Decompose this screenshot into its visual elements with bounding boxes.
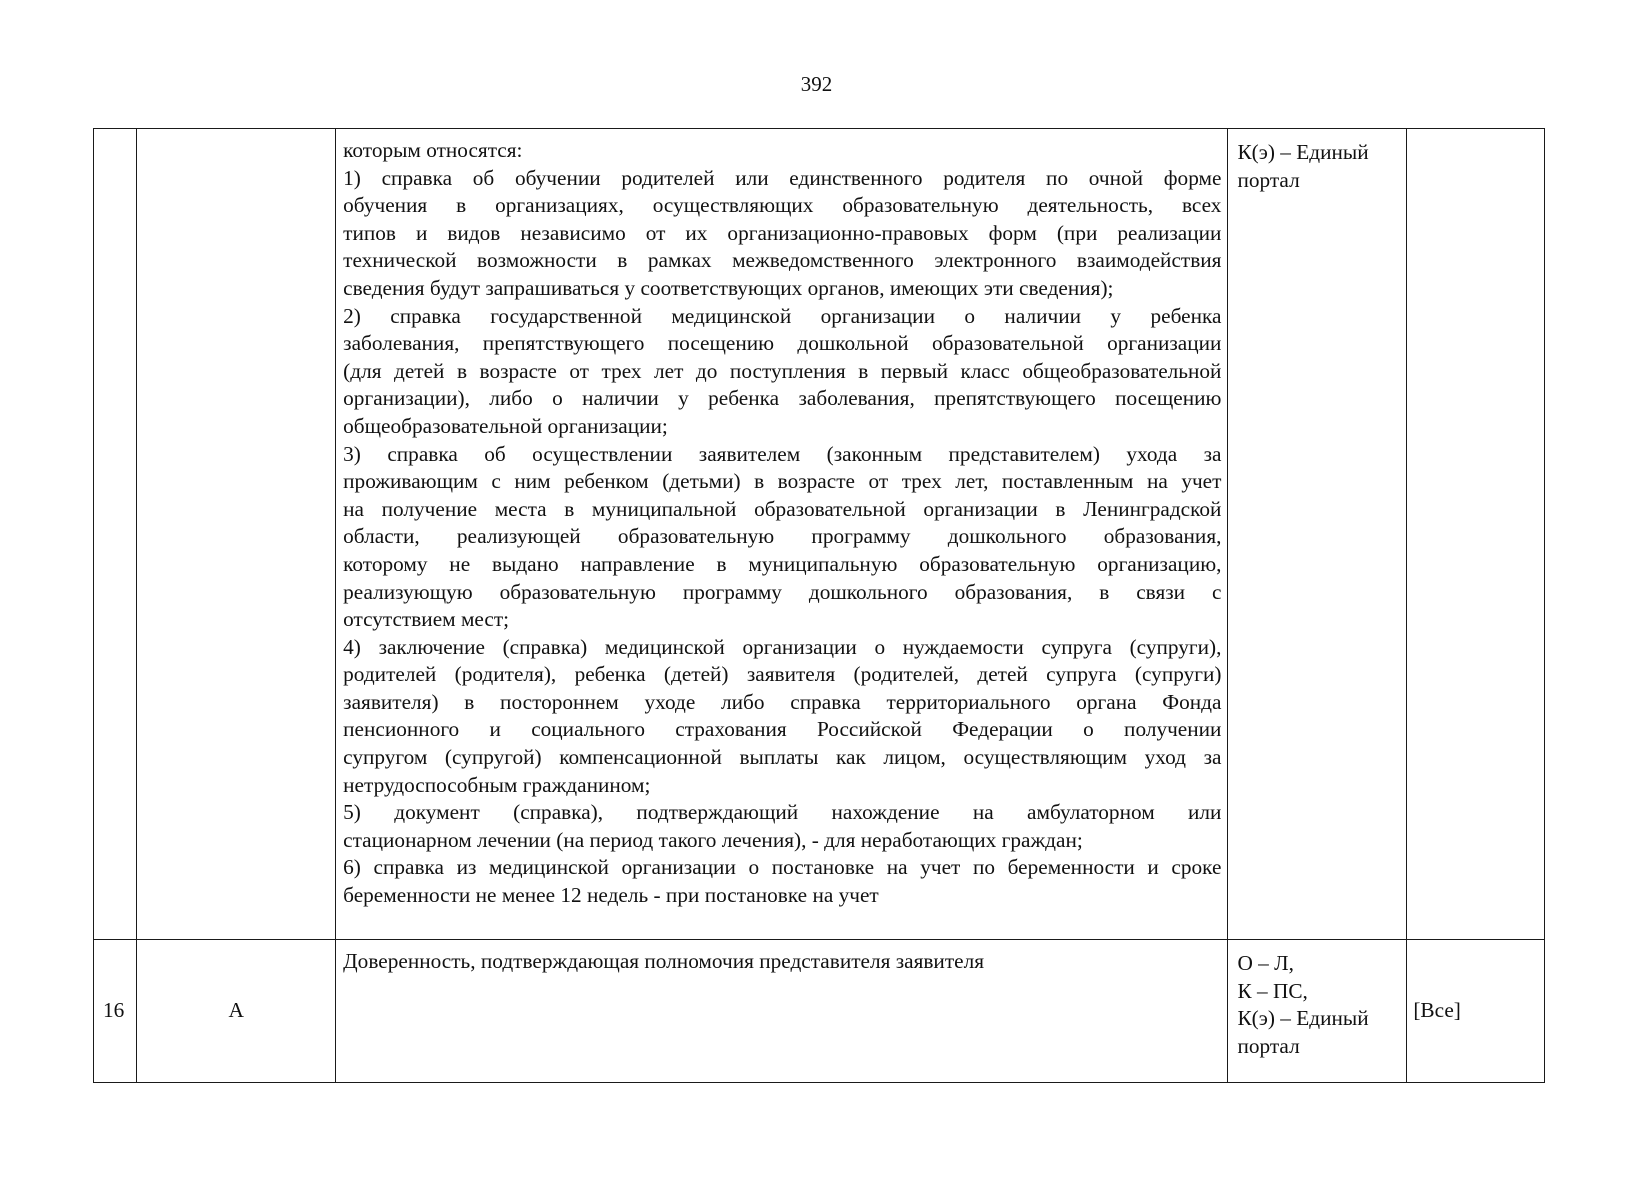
description-line: на получение места в муниципальной образовательной организации в Ленинградской [343, 496, 1222, 521]
submission-mode-line: К – ПС, [1237, 978, 1308, 1003]
submission-mode-line: О – Л, [1237, 951, 1294, 975]
description-line: реализующую образовательную программу дошкольного образования, в связи с [343, 579, 1222, 604]
document-type-cell [137, 129, 336, 940]
description-line: 4) заключение (справка) медицинской организации о нуждаемости супруга (супруги), [343, 634, 1222, 659]
description-line: типов и видов независимо от их организационно-правовых форм (при реализации [343, 220, 1222, 245]
submission-mode-line: К(э) – Единый [1237, 1006, 1369, 1031]
submission-mode-text [1237, 139, 1402, 194]
description-line: заявителя) в постороннем уходе либо справка территориального органа Фонда [343, 689, 1222, 714]
table-row [94, 940, 1545, 1083]
description-line: 3) справка об осуществлении заявителем (законным представителем) ухода за [343, 441, 1222, 466]
description-line: заболевания, препятствующего посещению дошкольной образовательной организации [343, 331, 1222, 356]
submission-mode-line: К(э) – Единый [1237, 140, 1369, 164]
documents-table [93, 128, 1545, 1083]
description-line: области, реализующей образовательную программу дошкольного образования, [343, 524, 1222, 549]
applicant-category-cell: [Все] [1407, 940, 1545, 1083]
description-line: Доверенность, подтверждающая полномочия представителя заявителя [343, 949, 985, 973]
applicant-category-cell [1407, 129, 1545, 940]
submission-mode-cell [1228, 940, 1407, 1083]
table-row [94, 129, 1545, 940]
submission-mode-line: портал [1237, 167, 1300, 192]
description-text [343, 948, 1221, 976]
description-line: 5) документ (справка), подтверждающий нахождение на амбулаторном или [343, 800, 1222, 825]
description-line: проживающим с ним ребенком (детьми) в возрасте от трех лет, поставленным на учет [343, 469, 1222, 494]
description-line: супругом (супругой) компенсационной выплаты как лицом, осуществляющим уход за [343, 745, 1222, 770]
description-line: (для детей в возрасте от трех лет до поступления в первый класс общеобразовательной [343, 358, 1222, 383]
description-line: 2) справка государственной медицинской организации о наличии у ребенка [343, 303, 1222, 328]
row-number-cell: 16 [94, 940, 137, 1083]
description-line: сведения будут запрашиваться у соответствующих органов, имеющих эти сведения); [343, 275, 1114, 300]
description-line: технической возможности в рамках межведомственного электронного взаимодействия [343, 248, 1222, 273]
description-line: пенсионного и социального страхования Российской Федерации о получении [343, 717, 1222, 742]
description-line: 1) справка об обучении родителей или единственного родителя по очной форме [343, 165, 1222, 190]
document-description-cell [336, 129, 1228, 940]
description-line: стационарном лечении (на период такого лечения), - для неработающих граждан; [343, 827, 1083, 852]
description-line: родителей (родителя), ребенка (детей) заявителя (родителей, детей супруга (супруги) [343, 662, 1222, 687]
submission-mode-cell [1228, 129, 1407, 940]
description-line: отсутствием мест; [343, 607, 510, 632]
submission-mode-line: портал [1237, 1033, 1300, 1058]
document-type-cell: А [137, 940, 336, 1083]
description-line: нетрудоспособным гражданином; [343, 772, 651, 797]
description-text [343, 137, 1221, 910]
description-line: общеобразовательной организации; [343, 413, 668, 438]
description-line: обучения в организациях, осуществляющих образовательную деятельность, всех [343, 193, 1222, 218]
description-line: беременности не менее 12 недель - при постановке на учет [343, 883, 879, 908]
description-line: организации), либо о наличии у ребенка заболевания, препятствующего посещению [343, 386, 1222, 411]
description-line: которому не выдано направление в муниципальную образовательную организацию, [343, 551, 1222, 576]
document-description-cell [336, 940, 1228, 1083]
description-line: которым относятся: [343, 138, 523, 162]
submission-mode-text [1237, 950, 1402, 1060]
page-number: 392 [800, 72, 833, 96]
description-line: 6) справка из медицинской организации о постановке на учет по беременности и сроке [343, 855, 1222, 880]
row-number-cell [94, 129, 137, 940]
